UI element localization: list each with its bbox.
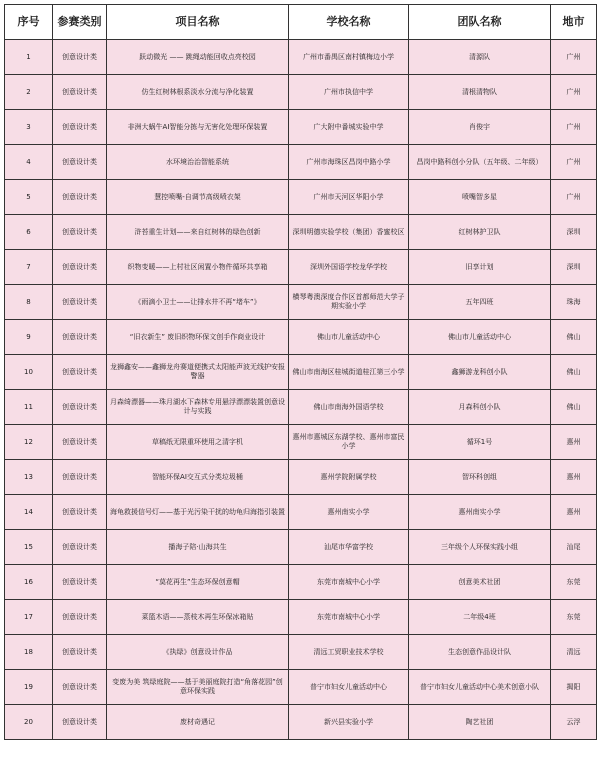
cell-city: 珠海 xyxy=(551,285,597,320)
table-row xyxy=(5,565,597,600)
cell-category: 创意设计类 xyxy=(53,705,107,740)
cell-city: 广州 xyxy=(551,75,597,110)
cell-city: 汕尾 xyxy=(551,530,597,565)
cell-school-name: 惠州学院附属学校 xyxy=(289,460,409,495)
cell-school-name: 广大附中番城实验中学 xyxy=(289,110,409,145)
cell-school-name: 横琴粤澳深度合作区首都师范大学子期实验小学 xyxy=(289,285,409,320)
cell-category: 创意设计类 xyxy=(53,425,107,460)
cell-school-name: 清远工贸职业技术学校 xyxy=(289,635,409,670)
cell-index: 19 xyxy=(5,670,53,705)
cell-city: 揭阳 xyxy=(551,670,597,705)
cell-team-name: 五年四班 xyxy=(409,285,551,320)
cell-team-name: 佛山市儿童活动中心 xyxy=(409,320,551,355)
cell-team-name: 循环1号 xyxy=(409,425,551,460)
cell-project-name: 水环境治治智能系统 xyxy=(107,145,289,180)
cell-index: 3 xyxy=(5,110,53,145)
cell-team-name: 红树林护卫队 xyxy=(409,215,551,250)
cell-city: 东莞 xyxy=(551,600,597,635)
cell-project-name: 智能环保AI交互式分类垃圾桶 xyxy=(107,460,289,495)
cell-category: 创意设计类 xyxy=(53,635,107,670)
cell-team-name: 普宁市妇女儿童活动中心美术创意小队 xyxy=(409,670,551,705)
cell-category: 创意设计类 xyxy=(53,460,107,495)
cell-project-name: 织物变暖——上村社区闲置小物件循环共享箱 xyxy=(107,250,289,285)
cell-city: 佛山 xyxy=(551,320,597,355)
cell-project-name: 废材奇遇记 xyxy=(107,705,289,740)
cell-category: 创意设计类 xyxy=(53,530,107,565)
cell-index: 17 xyxy=(5,600,53,635)
table-row xyxy=(5,635,597,670)
cell-school-name: 新兴县实验小学 xyxy=(289,705,409,740)
cell-category: 创意设计类 xyxy=(53,110,107,145)
cell-school-name: 惠州市惠城区东湖学校、惠州市富民小学 xyxy=(289,425,409,460)
cell-team-name: 肖俊宇 xyxy=(409,110,551,145)
cell-category: 创意设计类 xyxy=(53,670,107,705)
cell-category: 创意设计类 xyxy=(53,40,107,75)
table-row xyxy=(5,110,597,145)
table-row xyxy=(5,600,597,635)
table-row xyxy=(5,425,597,460)
header-team-name: 团队名称 xyxy=(409,5,551,40)
cell-category: 创意设计类 xyxy=(53,565,107,600)
cell-team-name: 智环科创组 xyxy=(409,460,551,495)
cell-school-name: 深圳外国语学校龙华学校 xyxy=(289,250,409,285)
cell-category: 创意设计类 xyxy=(53,320,107,355)
cell-team-name: 清根清物队 xyxy=(409,75,551,110)
table-row xyxy=(5,40,597,75)
table-row xyxy=(5,320,597,355)
table-row xyxy=(5,180,597,215)
cell-project-name: 变废为美 筑绿庭院——基于美丽庭院打造“角落花园”创意环保实践 xyxy=(107,670,289,705)
cell-school-name: 汕尾市华富学校 xyxy=(289,530,409,565)
cell-index: 6 xyxy=(5,215,53,250)
cell-index: 18 xyxy=(5,635,53,670)
cell-team-name: 清源队 xyxy=(409,40,551,75)
table-row xyxy=(5,530,597,565)
header-index: 序号 xyxy=(5,5,53,40)
cell-index: 15 xyxy=(5,530,53,565)
cell-project-name: 龙狮鑫安——鑫狮龙舟赛道便携式太阳能声波无线护安报警器 xyxy=(107,355,289,390)
table-row xyxy=(5,285,597,320)
cell-school-name: 广州市海珠区昌岗中路小学 xyxy=(289,145,409,180)
cell-category: 创意设计类 xyxy=(53,285,107,320)
cell-city: 惠州 xyxy=(551,425,597,460)
cell-category: 创意设计类 xyxy=(53,495,107,530)
table-row xyxy=(5,390,597,425)
cell-index: 7 xyxy=(5,250,53,285)
cell-project-name: “莫花再生”生态环保创意帽 xyxy=(107,565,289,600)
cell-school-name: 东莞市南城中心小学 xyxy=(289,565,409,600)
cell-category: 创意设计类 xyxy=(53,390,107,425)
header-city: 地市 xyxy=(551,5,597,40)
cell-index: 12 xyxy=(5,425,53,460)
cell-team-name: 三年级个人环保实践小组 xyxy=(409,530,551,565)
cell-city: 佛山 xyxy=(551,355,597,390)
table-row xyxy=(5,145,597,180)
header-project-name: 项目名称 xyxy=(107,5,289,40)
cell-index: 13 xyxy=(5,460,53,495)
table-row xyxy=(5,250,597,285)
table-row xyxy=(5,215,597,250)
cell-school-name: 东莞市南城中心小学 xyxy=(289,600,409,635)
award-list-container xyxy=(4,4,596,740)
cell-school-name: 佛山市南海外国语学校 xyxy=(289,390,409,425)
cell-project-name: 浒苔重生计划——来自红树林的绿色创新 xyxy=(107,215,289,250)
cell-school-name: 佛山市南海区桂城街道桂江第三小学 xyxy=(289,355,409,390)
table-header xyxy=(5,5,597,40)
table-row xyxy=(5,355,597,390)
cell-city: 东莞 xyxy=(551,565,597,600)
cell-team-name: 生态创意作品设计队 xyxy=(409,635,551,670)
cell-project-name: 草稿纸无限重环使用之清字机 xyxy=(107,425,289,460)
cell-project-name: 海龟救援信号灯——基于光污染干扰的幼龟归海指引装置 xyxy=(107,495,289,530)
cell-index: 4 xyxy=(5,145,53,180)
cell-team-name: 喷嘴智多星 xyxy=(409,180,551,215)
table-row xyxy=(5,460,597,495)
cell-school-name: 广州市执信中学 xyxy=(289,75,409,110)
cell-team-name: 旧享计划 xyxy=(409,250,551,285)
cell-project-name: 慧控喷嘴-自调节高级喷衣架 xyxy=(107,180,289,215)
cell-project-name: 播海子陪·山海共生 xyxy=(107,530,289,565)
cell-index: 8 xyxy=(5,285,53,320)
cell-city: 惠州 xyxy=(551,460,597,495)
table-header-row xyxy=(5,5,597,40)
cell-team-name: 二年级4班 xyxy=(409,600,551,635)
cell-city: 云浮 xyxy=(551,705,597,740)
cell-index: 20 xyxy=(5,705,53,740)
table-row xyxy=(5,705,597,740)
cell-school-name: 深圳明德实验学校（集团）香蜜校区 xyxy=(289,215,409,250)
cell-team-name: 创意美术社团 xyxy=(409,565,551,600)
cell-city: 广州 xyxy=(551,145,597,180)
cell-city: 广州 xyxy=(551,180,597,215)
cell-city: 广州 xyxy=(551,40,597,75)
cell-category: 创意设计类 xyxy=(53,180,107,215)
cell-category: 创意设计类 xyxy=(53,215,107,250)
cell-project-name: “旧衣新生” 废旧织物环保文创手作商业设计 xyxy=(107,320,289,355)
cell-index: 5 xyxy=(5,180,53,215)
cell-index: 14 xyxy=(5,495,53,530)
cell-school-name: 普宁市妇女儿童活动中心 xyxy=(289,670,409,705)
cell-project-name: 跃动微光 —— 跳绳动能回收点亮校园 xyxy=(107,40,289,75)
cell-category: 创意设计类 xyxy=(53,250,107,285)
cell-school-name: 惠州南实小学 xyxy=(289,495,409,530)
cell-project-name: 非洲大蜗牛AI智能分拣与无害化处理环保装置 xyxy=(107,110,289,145)
cell-category: 创意设计类 xyxy=(53,145,107,180)
cell-team-name: 月森科创小队 xyxy=(409,390,551,425)
cell-city: 深圳 xyxy=(551,215,597,250)
cell-team-name: 鑫狮游龙科创小队 xyxy=(409,355,551,390)
cell-index: 10 xyxy=(5,355,53,390)
header-category: 参赛类别 xyxy=(53,5,107,40)
cell-project-name: 《执绿》创意设计作品 xyxy=(107,635,289,670)
cell-index: 1 xyxy=(5,40,53,75)
cell-city: 佛山 xyxy=(551,390,597,425)
award-table xyxy=(4,4,597,740)
cell-project-name: 月森绮漂器——珠月湖水下森林专用悬浮漂漂装置创意设计与实践 xyxy=(107,390,289,425)
cell-index: 11 xyxy=(5,390,53,425)
cell-city: 惠州 xyxy=(551,495,597,530)
header-school-name: 学校名称 xyxy=(289,5,409,40)
cell-category: 创意设计类 xyxy=(53,600,107,635)
cell-city: 深圳 xyxy=(551,250,597,285)
cell-category: 创意设计类 xyxy=(53,75,107,110)
cell-index: 2 xyxy=(5,75,53,110)
cell-project-name: 《雨滴小卫士——让排水井不再“堵车”》 xyxy=(107,285,289,320)
cell-city: 广州 xyxy=(551,110,597,145)
cell-project-name: 仿生红树林根系淡水分流与净化装置 xyxy=(107,75,289,110)
cell-team-name: 陶艺社团 xyxy=(409,705,551,740)
cell-school-name: 广州市番禺区南村镇梅边小学 xyxy=(289,40,409,75)
cell-city: 清远 xyxy=(551,635,597,670)
table-row xyxy=(5,75,597,110)
table-row xyxy=(5,670,597,705)
table-body xyxy=(5,40,597,740)
cell-school-name: 广州市天河区华阳小学 xyxy=(289,180,409,215)
cell-school-name: 佛山市儿童活动中心 xyxy=(289,320,409,355)
cell-index: 9 xyxy=(5,320,53,355)
cell-team-name: 昌岗中路科创小分队（五年级、二年级） xyxy=(409,145,551,180)
cell-team-name: 惠州南实小学 xyxy=(409,495,551,530)
cell-index: 16 xyxy=(5,565,53,600)
table-row xyxy=(5,495,597,530)
cell-project-name: 菜篮木语——蒸枝木再生环保冰箱贴 xyxy=(107,600,289,635)
cell-category: 创意设计类 xyxy=(53,355,107,390)
